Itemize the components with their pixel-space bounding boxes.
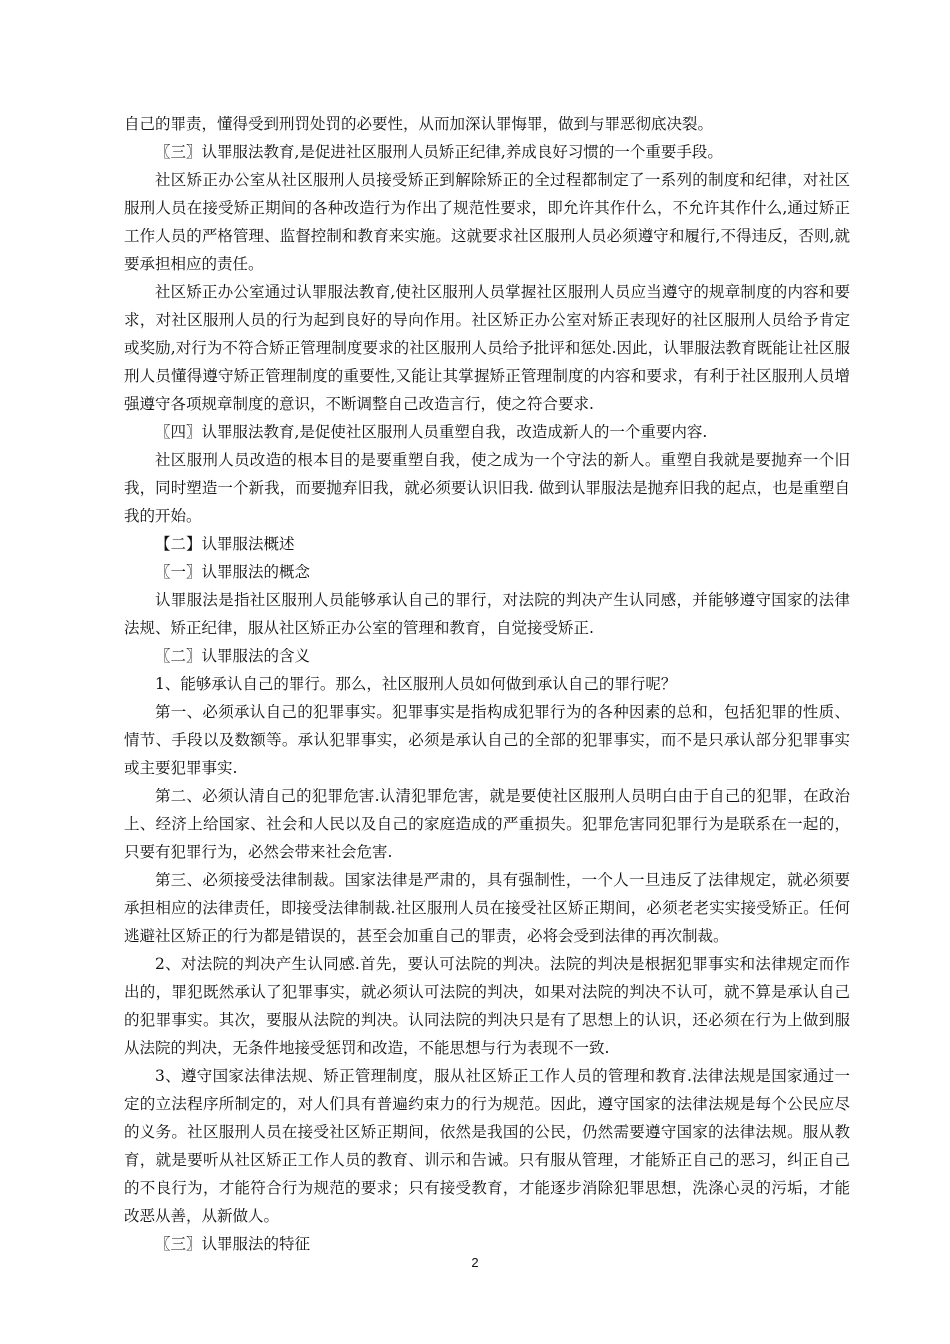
section-heading: 〖一〗认罪服法的概念: [155, 563, 311, 581]
paragraph: 社区矫正办公室从社区服刑人员接受矫正到解除矫正的全过程都制定了一系列的制度和纪律，对社区服刑人员在接受矫正期间的各种改造行为作出了规范性要求，即允许其作什么，不允许其作什么,通过矫正工作人员的严格管理、监督控制和教育来实施。这就要求社区服刑人员必须遵守和履行,不得违反，否则,就要承担相应的责任。: [124, 171, 850, 273]
paragraph: 社区服刑人员改造的根本目的是要重塑自我，使之成为一个守法的新人。重塑自我就是要抛弃一个旧我，同时塑造一个新我，而要抛弃旧我，就必须要认识旧我. 做到认罪服法是抛弃旧我的起点，也是重塑自我的开始。: [124, 451, 850, 525]
paragraph: 认罪服法是指社区服刑人员能够承认自己的罪行，对法院的判决产生认同感，并能够遵守国家的法律法规、矫正纪律，服从社区矫正办公室的管理和教育，自觉接受矫正.: [124, 591, 850, 637]
paragraph: 自己的罪责，懂得受到刑罚处罚的必要性，从而加深认罪悔罪，做到与罪恶彻底决裂。: [124, 115, 714, 133]
paragraph: 第一、必须承认自己的犯罪事实。犯罪事实是指构成犯罪行为的各种因素的总和，包括犯罪的性质、情节、手段以及数额等。承认犯罪事实，必须是承认自己的全部的犯罪事实，而不是只承认部分犯罪事实或主要犯罪事实.: [124, 703, 850, 777]
paragraph: 2、对法院的判决产生认同感.首先，要认可法院的判决。法院的判决是根据犯罪事实和法律规定而作出的，罪犯既然承认了犯罪事实，就必须认可法院的判决，如果对法院的判决不认可，就不算是承认自己的犯罪事实。其次，要服从法院的判决。认同法院的判决只是有了思想上的认识，还必须在行为上做到服从法院的判决，无条件地接受惩罚和改造，不能思想与行为表现不一致.: [124, 955, 850, 1057]
section-heading: 〖四〗认罪服法教育,是促使社区服刑人员重塑自我，改造成新人的一个重要内容.: [155, 423, 708, 441]
paragraph: 社区矫正办公室通过认罪服法教育,使社区服刑人员掌握社区服刑人员应当遵守的规章制度的内容和要求，对社区服刑人员的行为起到良好的导向作用。社区矫正办公室对矫正表现好的社区服刑人员给予肯定或奖励,对行为不符合矫正管理制度要求的社区服刑人员给予批评和惩处.因此，认罪服法教育既能让社区服刑人员懂得遵守矫正管理制度的重要性,又能让其掌握矫正管理制度的内容和要求，有利于社区服刑人员增强遵守各项规章制度的意识，不断调整自己改造言行，使之符合要求.: [124, 283, 850, 413]
paragraph: 第二、必须认清自己的犯罪危害.认清犯罪危害，就是要使社区服刑人员明白由于自己的犯罪，在政治上、经济上给国家、社会和人民以及自己的家庭造成的严重损失。犯罪危害同犯罪行为是联系在一起的，只要有犯罪行为，必然会带来社会危害.: [124, 787, 850, 861]
paragraph: 3、遵守国家法律法规、矫正管理制度，服从社区矫正工作人员的管理和教育.法律法规是国家通过一定的立法程序所制定的，对人们具有普遍约束力的行为规范。因此，遵守国家的法律法规是每个公民应尽的义务。社区服刑人员在接受社区矫正期间，依然是我国的公民，仍然需要遵守国家的法律法规。服从教育，就是要听从社区矫正工作人员的教育、训示和告诫。只有服从管理，才能矫正自己的恶习，纠正自己的不良行为，才能符合行为规范的要求；只有接受教育，才能逐步消除犯罪思想，洗涤心灵的污垢，才能改恶从善，从新做人。: [124, 1067, 850, 1225]
paragraph: 1、能够承认自己的罪行。那么，社区服刑人员如何做到承认自己的罪行呢？: [155, 675, 677, 693]
section-heading: 〖二〗认罪服法的含义: [155, 647, 311, 665]
section-heading: 〖三〗认罪服法教育,是促进社区服刑人员矫正纪律,养成良好习惯的一个重要手段。: [155, 143, 723, 161]
document-body: [124, 110, 850, 1258]
chapter-heading: 【二】认罪服法概述: [155, 535, 295, 553]
section-heading: 〖三〗认罪服法的特征: [155, 1235, 311, 1253]
page-number: 2: [471, 1255, 479, 1270]
paragraph: 第三、必须接受法律制裁。国家法律是严肃的，具有强制性，一个人一旦违反了法律规定，就必须要承担相应的法律责任，即接受法律制裁.社区服刑人员在接受社区矫正期间，必须老老实实接受矫正。任何逃避社区矫正的行为都是错误的，甚至会加重自己的罪责，必将会受到法律的再次制裁。: [124, 871, 850, 945]
